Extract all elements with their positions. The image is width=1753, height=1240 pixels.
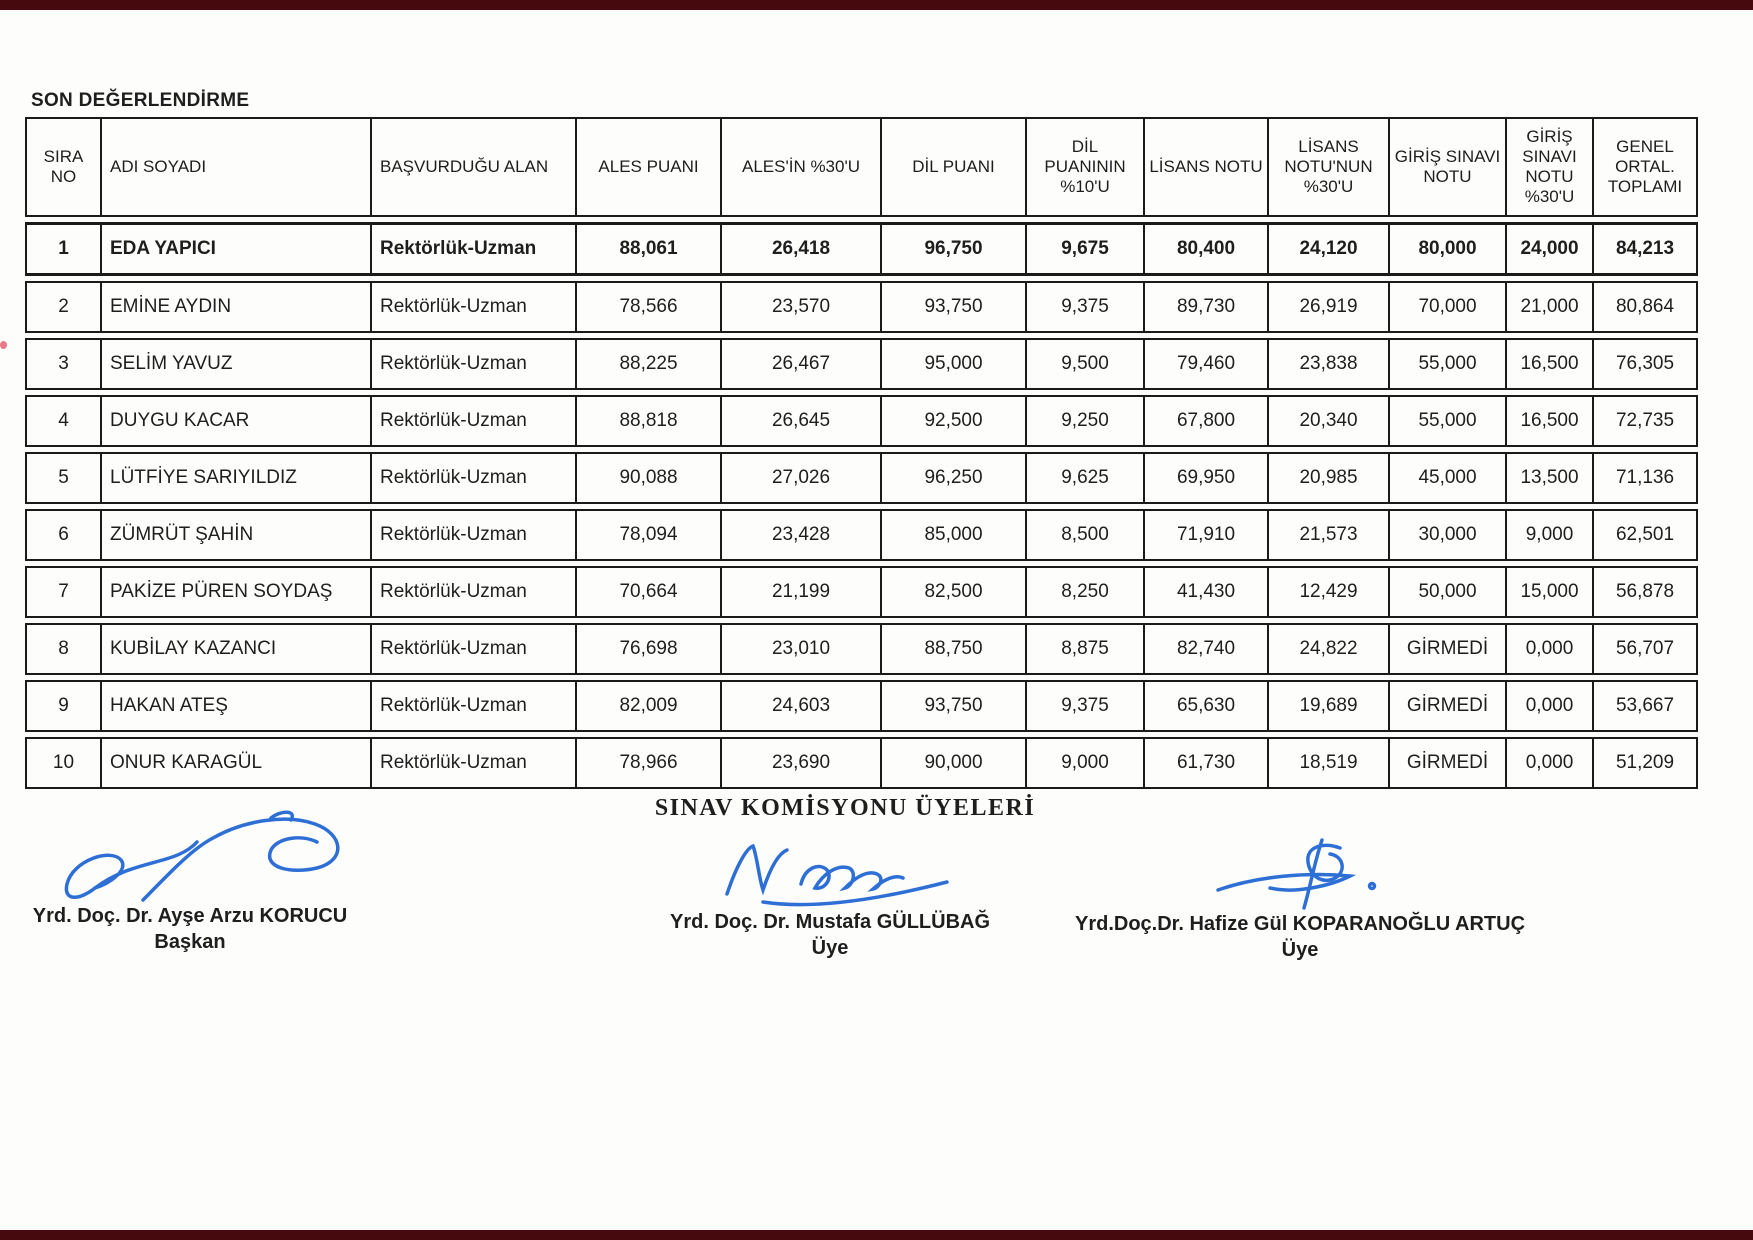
table-cell: 90,088 (575, 452, 720, 504)
document-title: SON DEĞERLENDİRME (31, 90, 250, 111)
bottom-edge-bar (0, 1230, 1753, 1240)
table-cell: 90,000 (880, 737, 1025, 789)
table-cell: 78,966 (575, 737, 720, 789)
table-row (25, 680, 1698, 732)
table-cell: 9,675 (1025, 222, 1143, 276)
table-cell: 65,630 (1143, 680, 1267, 732)
table-cell: DUYGU KACAR (100, 395, 370, 447)
table-cell: 55,000 (1388, 338, 1505, 390)
table-cell: 88,225 (575, 338, 720, 390)
table-cell: 23,838 (1267, 338, 1388, 390)
table-row (25, 623, 1698, 675)
table-cell: Rektörlük-Uzman (370, 338, 575, 390)
table-cell: ZÜMRÜT ŞAHİN (100, 509, 370, 561)
member-role: Üye (1281, 939, 1319, 961)
table-cell: 82,740 (1143, 623, 1267, 675)
table-cell: 9,000 (1505, 509, 1592, 561)
table-cell: 55,000 (1388, 395, 1505, 447)
results-table-wrapper (25, 112, 1698, 794)
table-cell: 9,625 (1025, 452, 1143, 504)
table-cell: 20,340 (1267, 395, 1388, 447)
table-cell: Rektörlük-Uzman (370, 623, 575, 675)
table-cell: 53,667 (1592, 680, 1698, 732)
table-cell: 8,500 (1025, 509, 1143, 561)
column-header-alesin-30u: ALES'İN %30'U (720, 117, 880, 217)
table-row (25, 222, 1698, 276)
signature-block-member-1 (615, 836, 1045, 961)
table-body (25, 222, 1698, 789)
table-cell: ONUR KARAGÜL (100, 737, 370, 789)
table-row (25, 452, 1698, 504)
column-header-lisans-notu: LİSANS NOTU (1143, 117, 1267, 217)
table-cell: 76,698 (575, 623, 720, 675)
table-cell: 10 (25, 737, 100, 789)
table-cell: 76,305 (1592, 338, 1698, 390)
table-cell: GİRMEDİ (1388, 737, 1505, 789)
table-cell: 23,428 (720, 509, 880, 561)
table-cell: 21,573 (1267, 509, 1388, 561)
member-2-signature-image (1210, 834, 1390, 912)
table-cell: Rektörlük-Uzman (370, 452, 575, 504)
table-cell: 9,375 (1025, 680, 1143, 732)
table-cell: 0,000 (1505, 737, 1592, 789)
table-cell: 50,000 (1388, 566, 1505, 618)
member-name: Yrd. Doç. Dr. Mustafa GÜLLÜBAĞ (669, 911, 991, 933)
table-cell: 70,000 (1388, 281, 1505, 333)
table-cell: 24,603 (720, 680, 880, 732)
table-row (25, 737, 1698, 789)
table-cell: 0,000 (1505, 623, 1592, 675)
table-cell: 93,750 (880, 281, 1025, 333)
table-cell: 84,213 (1592, 222, 1698, 276)
table-cell: 15,000 (1505, 566, 1592, 618)
table-cell: Rektörlük-Uzman (370, 680, 575, 732)
table-cell: 9,000 (1025, 737, 1143, 789)
table-cell: 2 (25, 281, 100, 333)
table-cell: 8,875 (1025, 623, 1143, 675)
table-cell: 88,750 (880, 623, 1025, 675)
table-cell: 9,375 (1025, 281, 1143, 333)
table-cell: 9,250 (1025, 395, 1143, 447)
table-cell: 96,250 (880, 452, 1025, 504)
table-cell: 5 (25, 452, 100, 504)
table-cell: HAKAN ATEŞ (100, 680, 370, 732)
table-cell: 0,000 (1505, 680, 1592, 732)
table-cell: 26,645 (720, 395, 880, 447)
column-header-ales-puani: ALES PUANI (575, 117, 720, 217)
table-cell: 13,500 (1505, 452, 1592, 504)
signature-block-chair (0, 808, 380, 955)
table-cell: 23,570 (720, 281, 880, 333)
table-cell: 72,735 (1592, 395, 1698, 447)
table-cell: 96,750 (880, 222, 1025, 276)
table-cell: 4 (25, 395, 100, 447)
results-table (25, 112, 1698, 794)
table-cell: 56,878 (1592, 566, 1698, 618)
top-edge-bar (0, 0, 1753, 10)
table-cell: 9,500 (1025, 338, 1143, 390)
committee-heading: SINAV KOMİSYONU ÜYELERİ (654, 795, 1036, 821)
column-header-dil-puaninin-10u: DİL PUANININ %10'U (1025, 117, 1143, 217)
table-cell: Rektörlük-Uzman (370, 222, 575, 276)
member-name: Yrd. Doç. Dr. Ayşe Arzu KORUCU (32, 905, 348, 927)
table-cell: 16,500 (1505, 395, 1592, 447)
table-header-row (25, 117, 1698, 217)
table-cell: 79,460 (1143, 338, 1267, 390)
table-cell: 56,707 (1592, 623, 1698, 675)
member-role: Üye (811, 937, 849, 959)
table-cell: 95,000 (880, 338, 1025, 390)
table-cell: Rektörlük-Uzman (370, 509, 575, 561)
table-cell: 1 (25, 222, 100, 276)
table-cell: 80,400 (1143, 222, 1267, 276)
table-cell: 16,500 (1505, 338, 1592, 390)
table-cell: 8,250 (1025, 566, 1143, 618)
table-row (25, 338, 1698, 390)
table-cell: 23,010 (720, 623, 880, 675)
table-cell: 45,000 (1388, 452, 1505, 504)
table-cell: 21,000 (1505, 281, 1592, 333)
chair-signature-image (25, 808, 355, 904)
table-row (25, 281, 1698, 333)
table-cell: 27,026 (720, 452, 880, 504)
table-row (25, 509, 1698, 561)
table-cell: 88,061 (575, 222, 720, 276)
table-cell: 82,009 (575, 680, 720, 732)
table-cell: Rektörlük-Uzman (370, 281, 575, 333)
table-cell: 62,501 (1592, 509, 1698, 561)
table-cell: 26,919 (1267, 281, 1388, 333)
member-role: Başkan (154, 931, 226, 953)
table-cell: Rektörlük-Uzman (370, 395, 575, 447)
column-header-sira-no: SIRA NO (25, 117, 100, 217)
table-cell: 12,429 (1267, 566, 1388, 618)
table-cell: 80,000 (1388, 222, 1505, 276)
table-cell: 71,910 (1143, 509, 1267, 561)
table-cell: 8 (25, 623, 100, 675)
table-cell: PAKİZE PÜREN SOYDAŞ (100, 566, 370, 618)
member-name: Yrd.Doç.Dr. Hafize Gül KOPARANOĞLU ARTUÇ (1074, 913, 1526, 935)
column-header-giris-sinavi-notu: GİRİŞ SINAVI NOTU (1388, 117, 1505, 217)
table-cell: 71,136 (1592, 452, 1698, 504)
column-header-genel-ortalama-toplami: GENEL ORTAL. TOPLAMI (1592, 117, 1698, 217)
member-1-signature-image (705, 836, 955, 910)
table-cell: 19,689 (1267, 680, 1388, 732)
table-cell: 3 (25, 338, 100, 390)
table-cell: 70,664 (575, 566, 720, 618)
table-cell: 93,750 (880, 680, 1025, 732)
table-cell: Rektörlük-Uzman (370, 737, 575, 789)
table-cell: GİRMEDİ (1388, 680, 1505, 732)
table-cell: 6 (25, 509, 100, 561)
table-cell: EDA YAPICI (100, 222, 370, 276)
column-header-basvurdugu-alan: BAŞVURDUĞU ALAN (370, 117, 575, 217)
table-cell: 92,500 (880, 395, 1025, 447)
table-cell: 78,094 (575, 509, 720, 561)
table-cell: SELİM YAVUZ (100, 338, 370, 390)
table-cell: GİRMEDİ (1388, 623, 1505, 675)
table-cell: KUBİLAY KAZANCI (100, 623, 370, 675)
table-cell: 24,120 (1267, 222, 1388, 276)
table-cell: 23,690 (720, 737, 880, 789)
table-row (25, 395, 1698, 447)
table-cell: 30,000 (1388, 509, 1505, 561)
table-cell: 80,864 (1592, 281, 1698, 333)
table-cell: 21,199 (720, 566, 880, 618)
table-cell: 41,430 (1143, 566, 1267, 618)
scan-artifact-dot (0, 341, 7, 349)
table-cell: Rektörlük-Uzman (370, 566, 575, 618)
table-cell: 69,950 (1143, 452, 1267, 504)
table-cell: 18,519 (1267, 737, 1388, 789)
table-cell: 51,209 (1592, 737, 1698, 789)
table-cell: 20,985 (1267, 452, 1388, 504)
column-header-dil-puani: DİL PUANI (880, 117, 1025, 217)
column-header-adi-soyadi: ADI SOYADI (100, 117, 370, 217)
table-cell: 89,730 (1143, 281, 1267, 333)
table-cell: 85,000 (880, 509, 1025, 561)
table-cell: 67,800 (1143, 395, 1267, 447)
table-cell: 9 (25, 680, 100, 732)
table-cell: 61,730 (1143, 737, 1267, 789)
table-cell: 24,000 (1505, 222, 1592, 276)
table-cell: 88,818 (575, 395, 720, 447)
table-row (25, 566, 1698, 618)
table-cell: 78,566 (575, 281, 720, 333)
table-cell: 26,467 (720, 338, 880, 390)
table-cell: EMİNE AYDIN (100, 281, 370, 333)
signature-block-member-2 (1050, 834, 1550, 963)
table-cell: 82,500 (880, 566, 1025, 618)
table-cell: 26,418 (720, 222, 880, 276)
table-cell: 24,822 (1267, 623, 1388, 675)
column-header-lisans-notunun-30u: LİSANS NOTU'NUN %30'U (1267, 117, 1388, 217)
table-cell: 7 (25, 566, 100, 618)
table-cell: LÜTFİYE SARIYILDIZ (100, 452, 370, 504)
column-header-giris-sinavi-notu-30u: GİRİŞ SINAVI NOTU %30'U (1505, 117, 1592, 217)
